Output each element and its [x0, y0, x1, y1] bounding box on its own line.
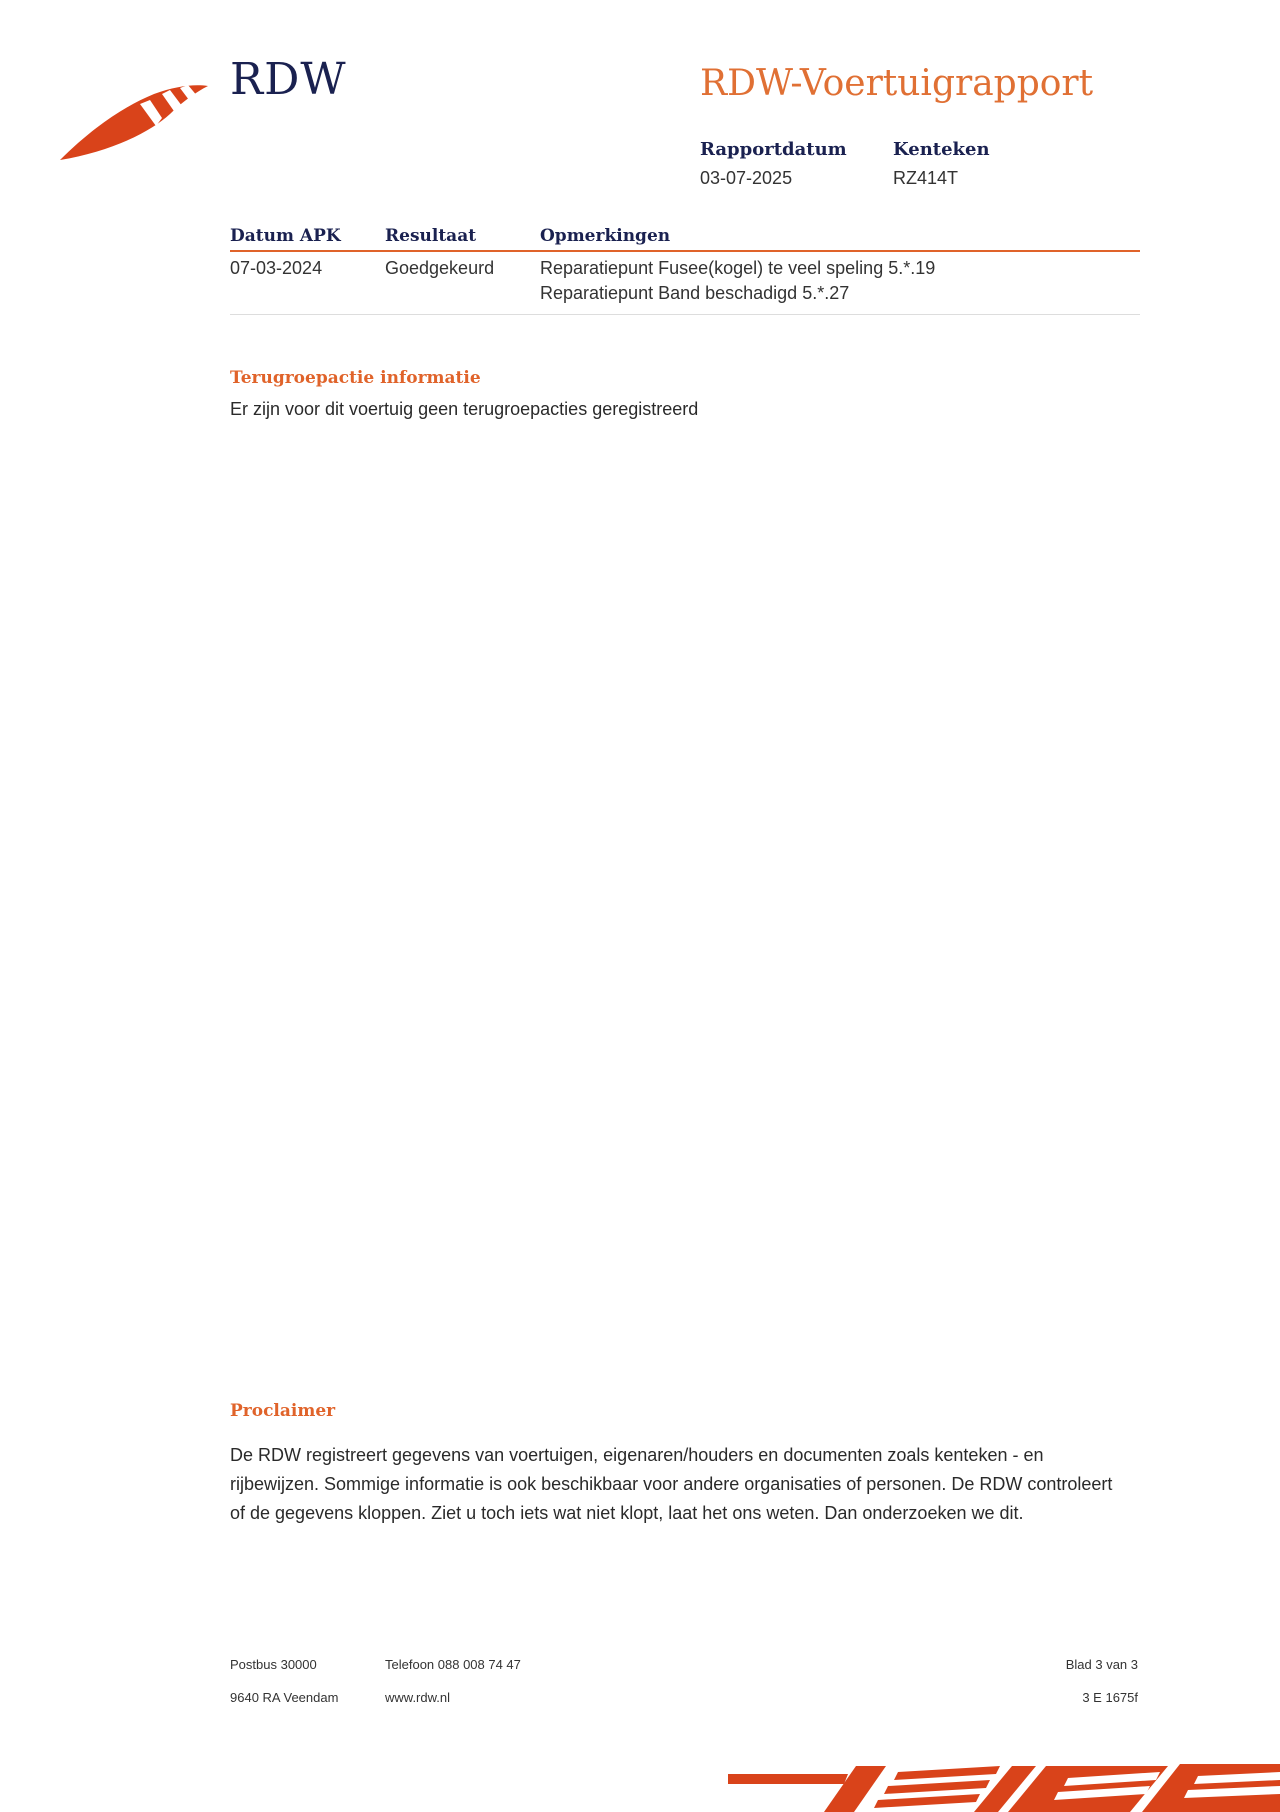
footer-address-line1: Postbus 30000 [230, 1657, 317, 1672]
remark-item: Reparatiepunt Band beschadigd 5.*.27 [540, 283, 850, 303]
decorative-stripes-icon [728, 1760, 1280, 1812]
apk-table [230, 226, 1140, 315]
column-header-date: Datum APK [230, 226, 385, 251]
plate-label: Kenteken [893, 139, 990, 160]
report-date-value: 03-07-2025 [700, 168, 793, 188]
rdw-logo-icon [58, 80, 208, 162]
remark-item: Reparatiepunt Fusee(kogel) te veel speling 5.*.19 [540, 258, 936, 278]
footer-phone: Telefoon 088 008 74 47 [385, 1657, 521, 1672]
column-header-remarks: Opmerkingen [540, 226, 1140, 251]
footer-document-code: 3 E 1675f [1082, 1690, 1138, 1705]
proclaimer-text: De RDW registreert gegevens van voertuigen, eigenaren/houders en documenten zoals kenteken - en rijbewijzen. Sommige informatie is ook beschikbaar voor andere organisaties of personen. De RDW controleert of de gegevens kloppen. Ziet u toch iets wat niet klopt, laat het ons weten. Dan onderzoeken we dit. [230, 1445, 1113, 1523]
page-title: RDW-Voertuigrapport [700, 63, 1094, 104]
recall-title: Terugroepactie informatie [230, 368, 481, 388]
footer-address-line2: 9640 RA Veendam [230, 1690, 339, 1705]
report-date-label: Rapportdatum [700, 139, 847, 160]
brand-name: RDW [230, 54, 347, 105]
table-row [230, 251, 1140, 315]
proclaimer-title: Proclaimer [230, 1401, 336, 1421]
apk-result: Goedgekeurd [385, 251, 540, 315]
apk-remarks [540, 251, 1140, 315]
apk-table-header [230, 226, 1140, 251]
column-header-result: Resultaat [385, 226, 540, 251]
plate-value: RZ414T [893, 168, 959, 188]
footer-page-number: Blad 3 van 3 [1065, 1657, 1138, 1672]
apk-date: 07-03-2024 [230, 251, 385, 315]
recall-text: Er zijn voor dit voertuig geen terugroepacties geregistreerd [230, 399, 699, 419]
footer-website-link[interactable]: www.rdw.nl [385, 1690, 451, 1705]
